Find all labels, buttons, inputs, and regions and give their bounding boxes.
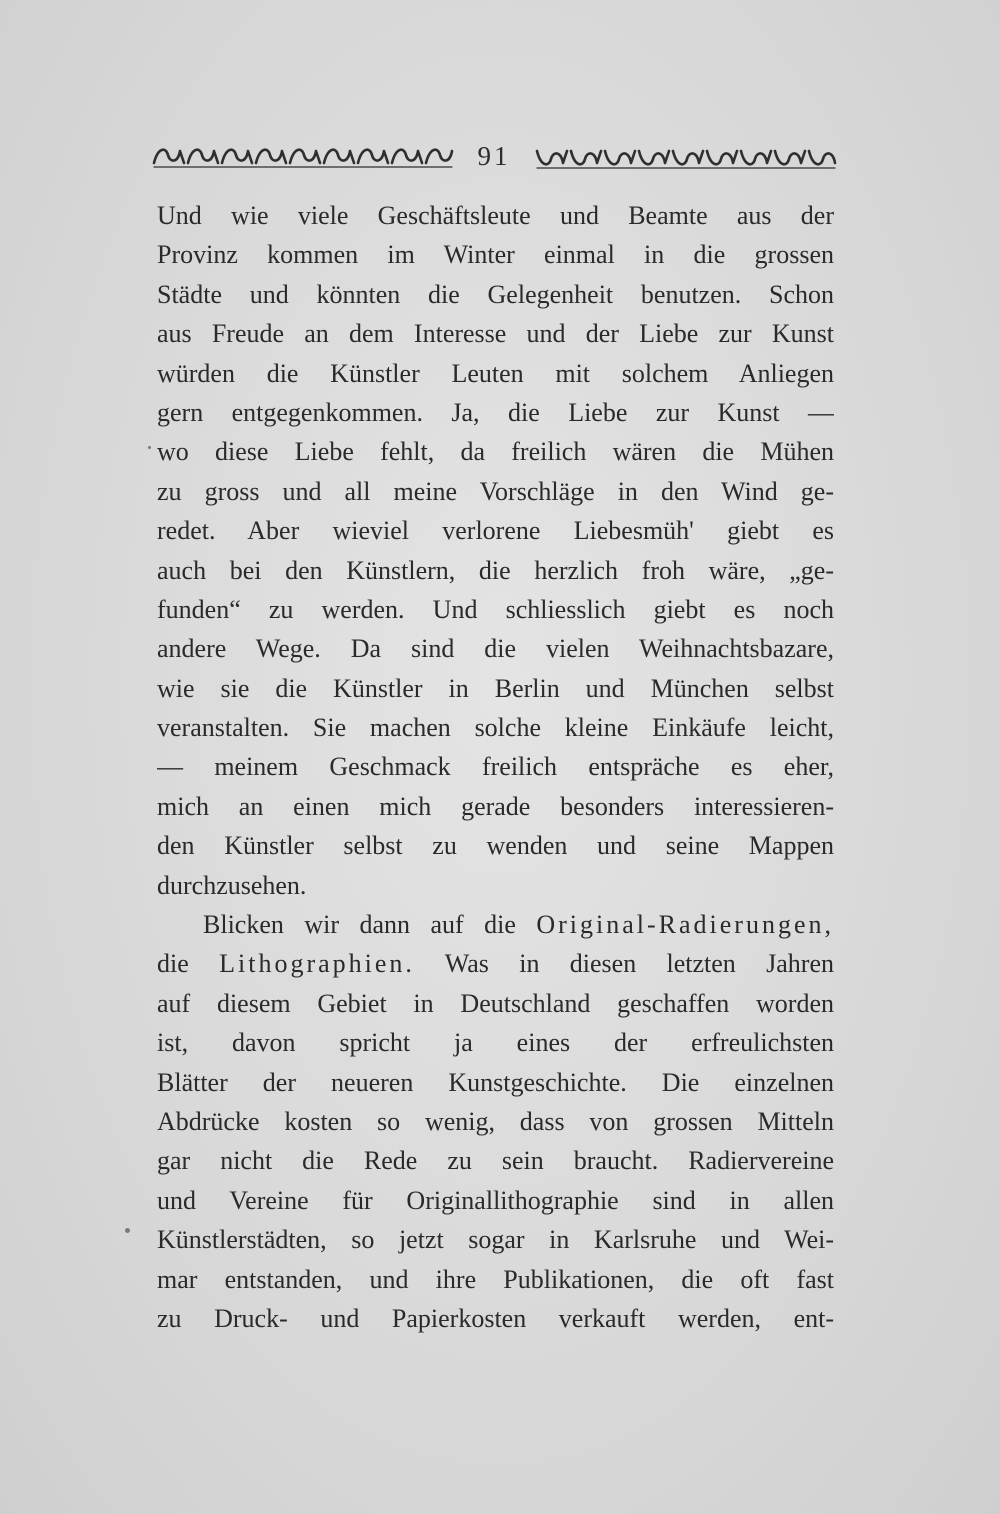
line-text: Was in diesen letzten Jahren [414, 949, 834, 979]
text-line: funden“ zu werden. Und schliesslich giebt es noch [157, 594, 834, 624]
text-line [157, 944, 834, 983]
text-line: durchzusehen. [157, 870, 307, 900]
paper-speck [148, 446, 151, 449]
text-line: redet. Aber wieviel verlorene Liebesmüh' giebt es [157, 516, 834, 546]
text-line: Provinz kommen im Winter einmal in die grossen [157, 240, 834, 270]
text-line: gern entgegenkommen. Ja, die Liebe zur Kunst — [157, 397, 834, 427]
text-line: würden die Künstler Leuten mit solchem Anliegen [157, 358, 834, 388]
paper-speck [125, 1228, 130, 1233]
text-line: zu gross und all meine Vorschläge in den Wind ge- [157, 476, 834, 506]
right-wave-ornament-icon [533, 141, 838, 171]
text-line: wie sie die Künstler in Berlin und München selbst [157, 673, 834, 703]
text-line: ist, davon spricht ja eines der erfreulichsten [157, 1028, 834, 1058]
text-line: — meinem Geschmack freilich entspräche es eher, [157, 752, 834, 782]
text-line: andere Wege. Da sind die vielen Weihnachtsbazare, [157, 634, 834, 664]
text-line: Städte und könnten die Gelegenheit benutzen. Schon [157, 279, 834, 309]
text-line: Künstlerstädten, so jetzt sogar in Karlsruhe und Wei- [157, 1225, 834, 1255]
text-line: auf diesem Gebiet in Deutschland geschaffen worden [157, 988, 834, 1018]
left-wave-ornament-icon [150, 141, 455, 171]
text-line: den Künstler selbst zu wenden und seine Mappen [157, 831, 834, 861]
running-header [150, 132, 838, 180]
text-line [157, 905, 834, 944]
page-number: 91 [477, 140, 511, 171]
text-line: veranstalten. Sie machen solche kleine Einkäufe leicht, [157, 713, 834, 743]
text-line: auch bei den Künstlern, die herzlich froh wäre, „ge- [157, 555, 834, 585]
paragraph-1 [157, 196, 834, 905]
line-text: Blicken wir dann auf die [203, 910, 537, 940]
text-line: aus Freude an dem Interesse und der Liebe zur Kunst [157, 319, 834, 349]
text-line: und Vereine für Originallithographie sind in allen [157, 1185, 834, 1215]
text-line: wo diese Liebe fehlt, da freilich wären die Mühen [157, 437, 834, 467]
text-line: mich an einen mich gerade besonders interessieren- [157, 791, 834, 821]
text-line: Blätter der neueren Kunstgeschichte. Die einzelnen [157, 1067, 834, 1097]
text-line: Abdrücke kosten so wenig, dass von grossen Mitteln [157, 1106, 834, 1136]
emphasis-text: Original-Radierungen, [536, 910, 834, 940]
text-line: zu Druck- und Papierkosten verkauft werden, ent- [157, 1303, 834, 1333]
emphasis-text: Lithographien. [219, 949, 415, 979]
body-text [157, 196, 834, 1338]
text-line: Und wie viele Geschäftsleute und Beamte aus der [157, 201, 834, 230]
text-line: mar entstanden, und ihre Publikationen, die oft fast [157, 1264, 834, 1294]
text-line: gar nicht die Rede zu sein braucht. Radiervereine [157, 1146, 834, 1176]
line-text: die [157, 949, 220, 979]
paragraph-2 [157, 905, 834, 1338]
